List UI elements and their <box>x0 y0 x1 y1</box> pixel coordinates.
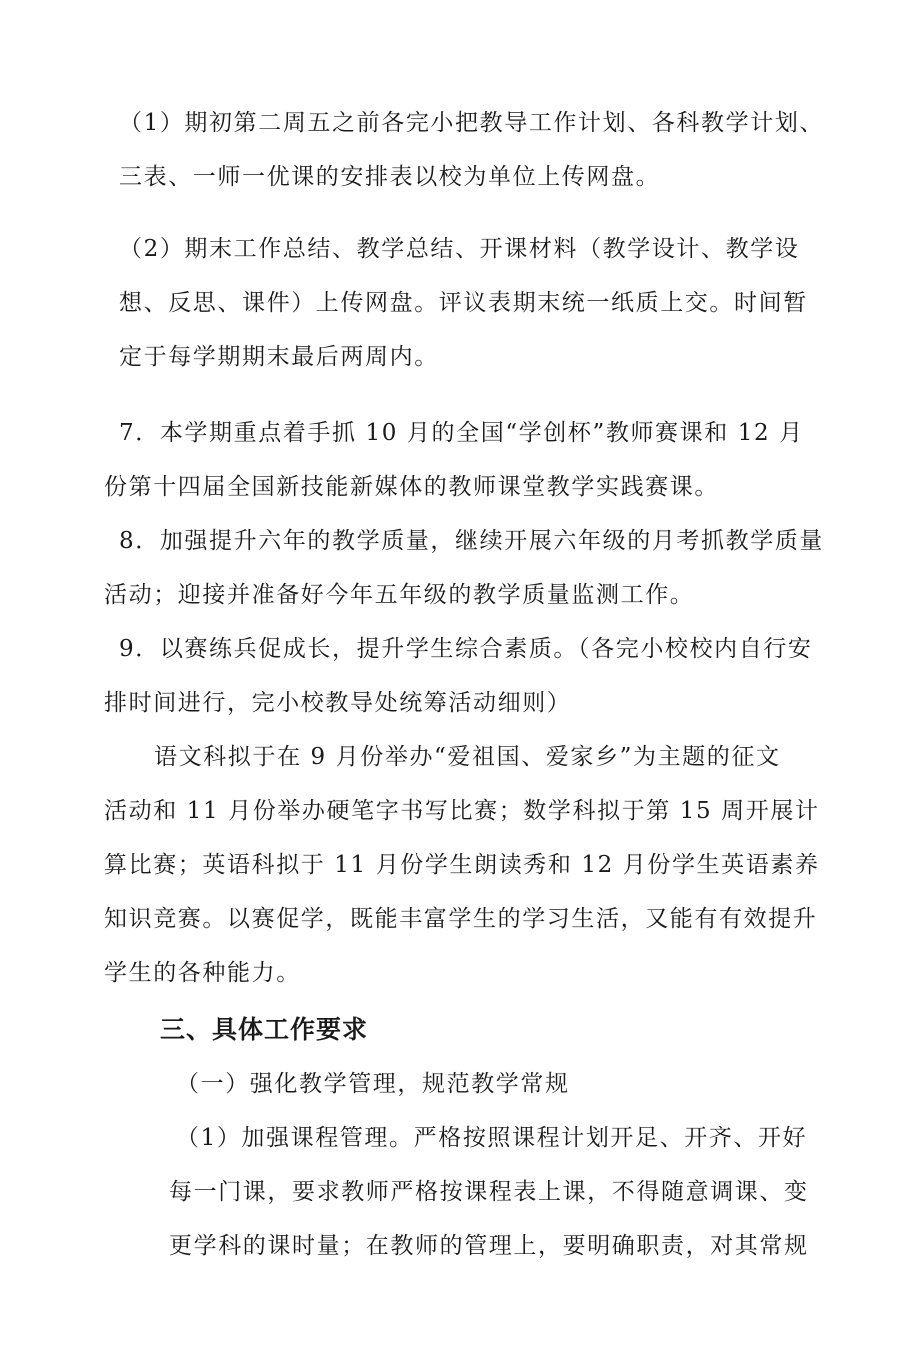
subheading: （一）强化教学管理，规范教学常规 <box>176 1071 570 1097</box>
paragraph-line: 定于每学期期末最后两周内。 <box>119 344 439 370</box>
paragraph-line: 份第十四届全国新技能新媒体的教师课堂教学实践赛课。 <box>104 474 719 500</box>
paragraph-line: 8．加强提升六年的教学质量，继续开展六年级的月考抓教学质量 <box>119 528 825 554</box>
paragraph-line: 想、反思、课件）上传网盘。评议表期末统一纸质上交。时间暂 <box>119 290 808 316</box>
paragraph-line: 每一门课，要求教师严格按课程表上课，不得随意调课、变 <box>169 1179 809 1205</box>
paragraph-line: 活动和 11 月份举办硬笔字书写比赛；数学科拟于第 15 周开展计 <box>104 798 820 824</box>
paragraph-line: 知识竞赛。以赛促学，既能丰富学生的学习生活，又能有有效提升 <box>104 906 818 932</box>
paragraph-line: 语文科拟于在 9 月份举办“爱祖国、爱家乡”为主题的征文 <box>154 744 781 770</box>
paragraph-line: 活动；迎接并准备好今年五年级的教学质量监测工作。 <box>104 582 695 608</box>
paragraph-line: 排时间进行，完小校教导处统筹活动细则） <box>104 690 572 716</box>
paragraph-line: 算比赛；英语科拟于 11 月份学生朗读秀和 12 月份学生英语素养 <box>104 852 820 878</box>
paragraph-line: 更学科的课时量；在教师的管理上，要明确职责，对其常规 <box>169 1233 809 1259</box>
paragraph-line: 三表、一师一优课的安排表以校为单位上传网盘。 <box>119 164 661 190</box>
paragraph-line: （1）加强课程管理。严格按照课程计划开足、开齐、开好 <box>176 1125 808 1151</box>
paragraph-line: （1）期初第二周五之前各完小把教导工作计划、各科教学计划、 <box>119 110 825 136</box>
paragraph-line: 学生的各种能力。 <box>104 960 301 986</box>
paragraph-line: （2）期末工作总结、教学总结、开课材料（教学设计、教学设 <box>119 236 800 262</box>
paragraph-line: 7．本学期重点着手抓 10 月的全国“学创杯”教师赛课和 12 月 <box>119 420 804 446</box>
section-heading: 三、具体工作要求 <box>160 1015 369 1044</box>
paragraph-line: 9．以赛练兵促成长，提升学生综合素质。（各完小校校内自行安 <box>119 636 813 662</box>
